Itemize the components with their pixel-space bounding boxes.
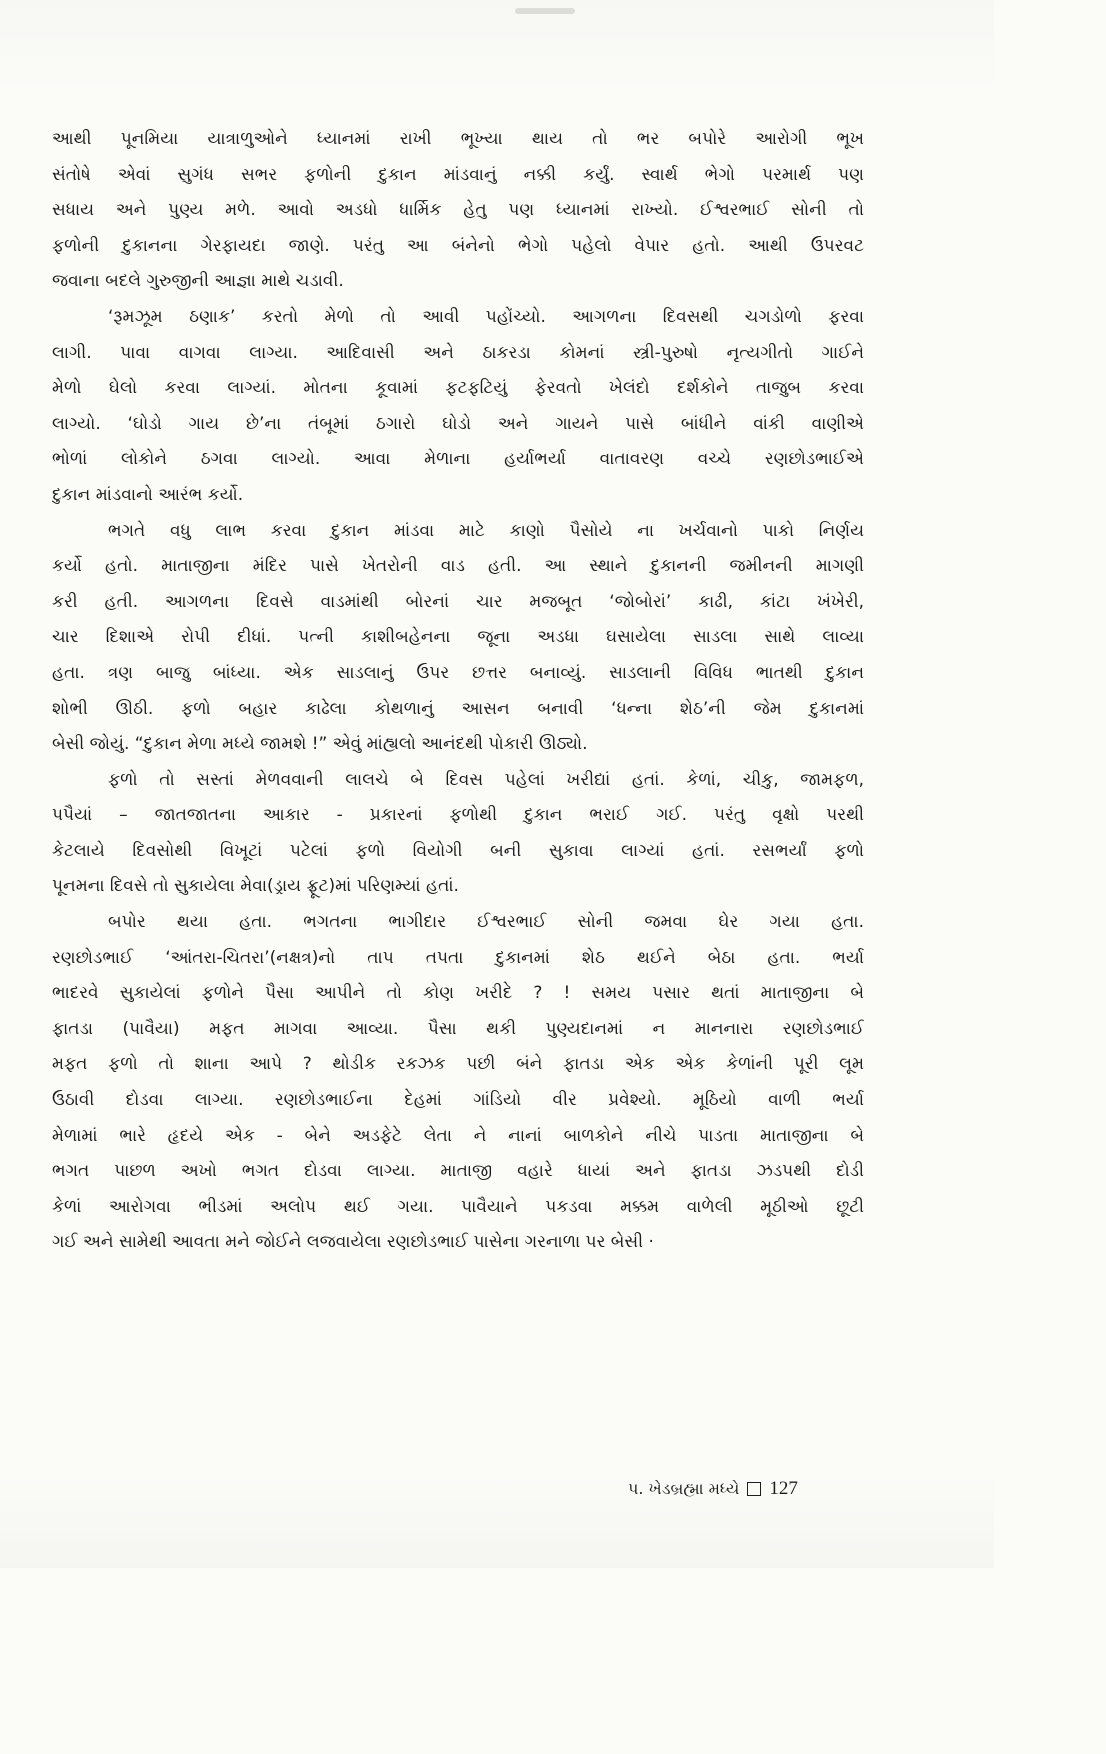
text-line: બપોર થયા હતા. ભગતના ભાગીદાર ઈશ્વરભાઈ સોની જમવા ઘેર ગયા હતા. xyxy=(108,912,864,933)
body-text xyxy=(52,122,864,1261)
text-line: હતા. ત્રણ બાજુ બાંધ્યા. એક સાડલાનું ઉપર છત્તર બનાવ્યું. સાડલાની વિવિધ ભાતથી દુકાન xyxy=(52,662,864,683)
text-line: સધાય અને પુણ્ય મળે. આવો અડધો ધાર્મિક હેતુ પણ ધ્યાનમાં રાખ્યો. ઈશ્વરભાઈ સોની તો xyxy=(52,200,864,221)
text-line: સંતોષે એવાં સુગંધ સભર ફળોની દુકાન માંડવાનું નક્કી કર્યું. સ્વાર્થ ભેગો પરમાર્થ પણ xyxy=(52,164,864,185)
text-line: કરી હતી. આગળના દિવસે વાડમાંથી બોરનાં ચાર મજબૂત ‘જોબોરાં’ કાઢી, કાંટા ખંખેરી, xyxy=(52,591,864,612)
text-line: ભગત પાછળ અખો ભગત દોડવા લાગ્યા. માતાજી વહારે ધાયાં અને ફાતડા ઝડપથી દોડી xyxy=(52,1161,864,1182)
text-line: દુકાન માંડવાનો આરંભ કર્યો. xyxy=(52,484,244,505)
text-line: ચાર દિશાએ રોપી દીધાં. પત્ની કાશીબહેનના જૂના અડધા ઘસાયેલા સાડલા સાથે લાવ્યા xyxy=(52,627,864,648)
text-line: ઉઠાવી દોડવા લાગ્યા. રણછોડભાઈના દેહમાં ગાંડિયો વીર પ્રવેશ્યો. મૂઠિયો વાળી ભર્યા xyxy=(52,1090,864,1111)
text-line: ગઈ અને સામેથી આવતા મને જોઈને લજવાયેલા રણછોડભાઈ પાસેના ગરનાળા પર બેસી · xyxy=(52,1232,654,1253)
box-separator-icon xyxy=(747,1482,761,1496)
page-footer xyxy=(628,1476,868,1502)
text-line: બેસી જોયું. “દુકાન મેળા મધ્યે જામશે !” એવું માંહ્યલો આનંદથી પોકારી ઊઠ્યો. xyxy=(52,734,588,755)
text-line: લાગી. પાવા વાગવા લાગ્યા. આદિવાસી અને ઠાકરડા કોમનાં સ્ત્રી-પુરુષો નૃત્યગીતો ગાઈને xyxy=(52,342,864,363)
text-line: ભાદરવે સુકાયેલાં ફળોને પૈસા આપીને તો કોણ ખરીદે ? ! સમય પસાર થતાં માતાજીના બે xyxy=(52,983,864,1004)
text-line: મફત ફળો તો શાના આપે ? થોડીક રકઝક પછી બંને ફાતડા એક એક કેળાંની પૂરી લૂમ xyxy=(52,1054,864,1075)
text-line: કેટલાયે દિવસોથી વિખૂટાં પટેલાં ફળો વિયોગી બની સુકાવા લાગ્યાં હતાં. રસભર્યાં ફળો xyxy=(52,840,864,861)
scan-mark xyxy=(515,8,575,14)
chapter-title: પ. ખેડબ્રહ્મા મધ્યે xyxy=(628,1479,740,1498)
text-line: શોભી ઊઠી. ફળો બહાર કાઢેલા કોથળાનું આસન બનાવી ‘ધન્ના શેઠ’ની જેમ દુકાનમાં xyxy=(52,698,864,719)
text-line: ભોળાં લોકોને ઠગવા લાગ્યો. આવા મેળાના હર્યાભર્યા વાતાવરણ વચ્ચે રણછોડભાઈએ xyxy=(52,449,864,470)
text-line: પપૈયાં – જાતજાતના આકાર - પ્રકારનાં ફળોથી દુકાન ભરાઈ ગઈ. પરંતુ વૃક્ષો પરથી xyxy=(52,805,864,826)
text-line: કેળાં આરોગવા ભીડમાં અલોપ થઈ ગયા. પાવૈયાને પકડવા મક્કમ વાળેલી મૂઠીઓ છૂટી xyxy=(52,1196,864,1217)
text-line: રણછોડભાઈ ‘આંતરા-ચિતરા’(નક્ષત્ર)નો તાપ તપતા દુકાનમાં શેઠ થઈને બેઠા હતા. ભર્યા xyxy=(52,947,864,968)
page-number: 127 xyxy=(769,1478,798,1499)
text-line: ફળો તો સસ્તાં મેળવવાની લાલચે બે દિવસ પહેલાં ખરીદ્યાં હતાં. કેળાં, ચીકુ, જામફળ, xyxy=(108,769,864,790)
text-line: પૂનમના દિવસે તો સુકાયેલા મેવા(ડ્રાય ફ્રૂટ)માં પરિણમ્યાં હતાં. xyxy=(52,876,459,897)
text-line: જવાના બદલે ગુરુજીની આજ્ઞા માથે ચડાવી. xyxy=(52,271,344,292)
text-line: ભગતે વધુ લાભ કરવા દુકાન માંડવા માટે કાણો પૈસોયે ના ખર્ચવાનો પાકો નિર્ણય xyxy=(108,520,864,541)
text-line: ફળોની દુકાનના ગેરફાયદા જાણે. પરંતુ આ બંનેનો ભેગો પહેલો વેપાર હતો. આથી ઉપરવટ xyxy=(52,235,864,256)
text-line: ‘રૂમઝૂમ ઠણાક’ કરતો મેળો તો આવી પહોંચ્યો. આગળના દિવસથી ચગડોળો ફરવા xyxy=(108,306,864,327)
text-line: મેળો ઘેલો કરવા લાગ્યાં. મોતના કૂવામાં ફટફટિયું ફેરવતો ખેલંદો દર્શકોને તાજુબ કરવા xyxy=(52,378,864,399)
text-line: કર્યો હતો. માતાજીના મંદિર પાસે ખેતરોની વાડ હતી. આ સ્થાને દુકાનની જમીનની માગણી xyxy=(52,556,864,577)
text-line: આથી પૂનમિયા યાત્રાળુઓને ધ્યાનમાં રાખી ભૂખ્યા થાય તો ભર બપોરે આરોગી ભૂખ xyxy=(52,129,864,149)
text-line: ફાતડા (પાવૈયા) મફત માગવા આવ્યા. પૈસા થકી પુણ્યદાનમાં ન માનનારા રણછોડભાઈ xyxy=(52,1018,864,1039)
text-line: લાગ્યો. ‘ઘોડો ગાય છે’ના તંબૂમાં ઠગારો ઘોડો અને ગાયને પાસે બાંધીને વાંકી વાણીએ xyxy=(52,413,864,434)
text-line: મેળામાં ભારે હૃદયે એક - બેને અડફેટે લેતા ને નાનાં બાળકોને નીચે પાડતા માતાજીના બે xyxy=(52,1125,864,1146)
